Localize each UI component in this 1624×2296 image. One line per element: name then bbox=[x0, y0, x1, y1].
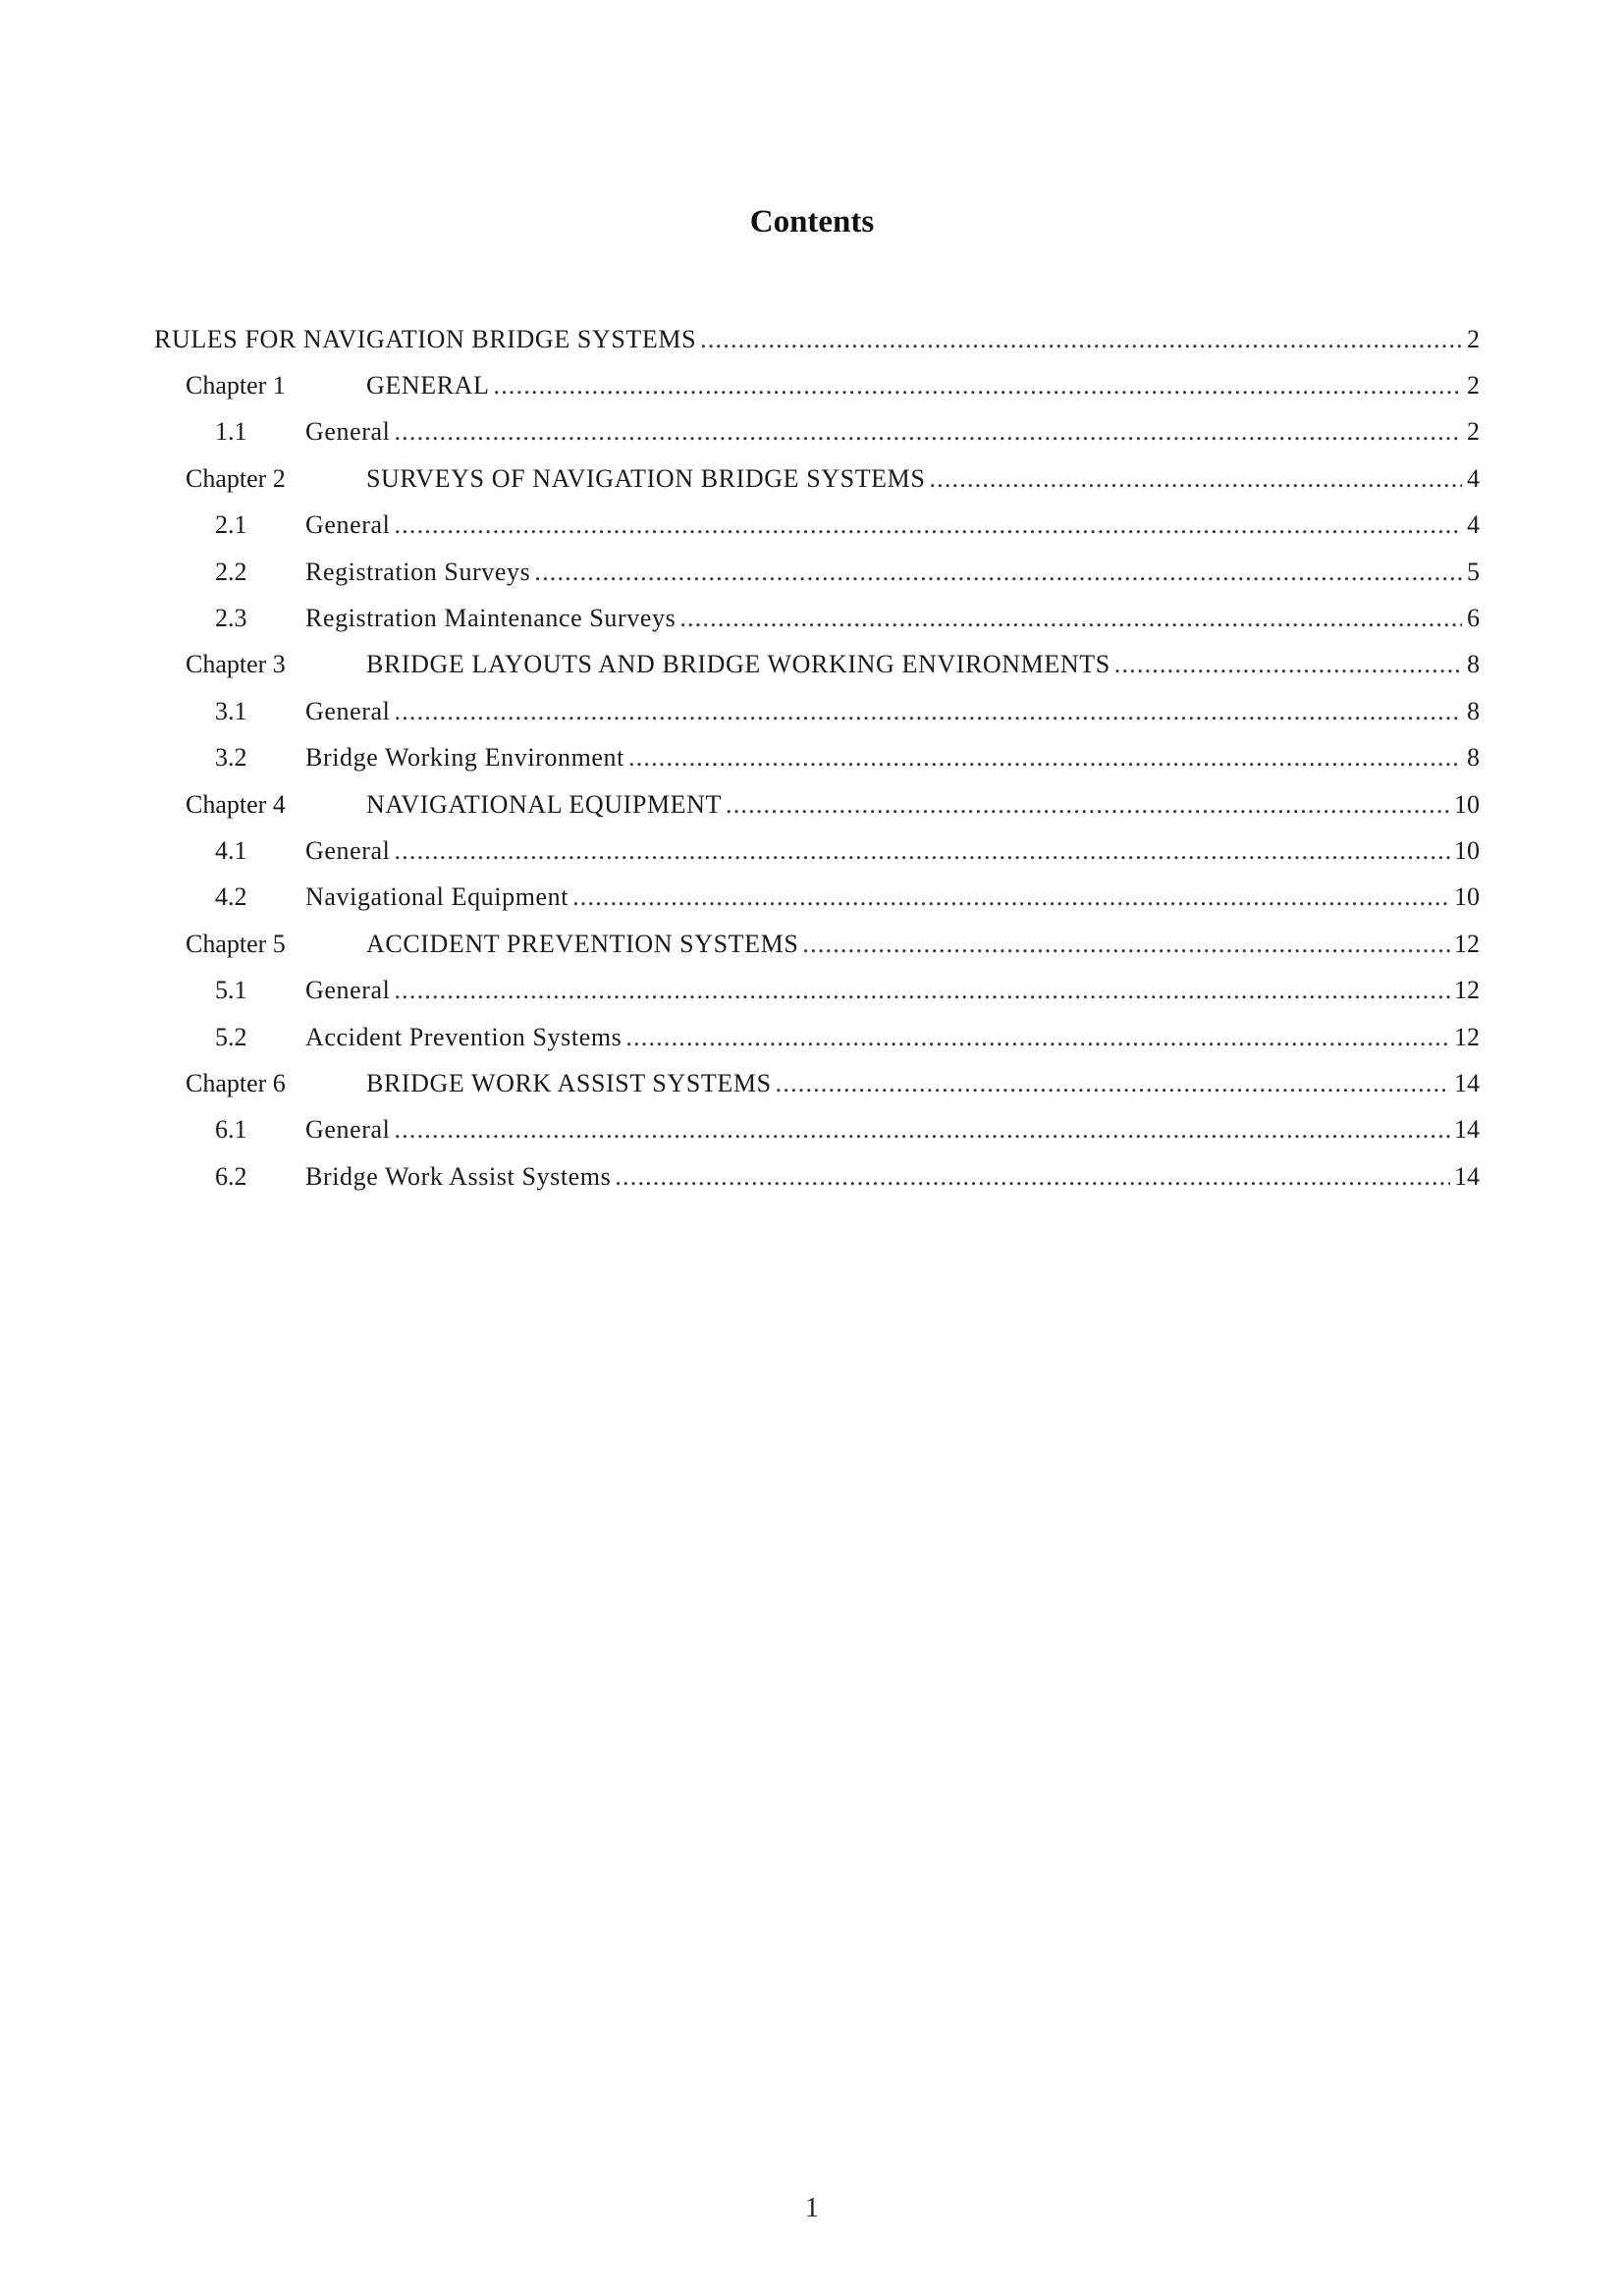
toc-section-entry[interactable] bbox=[154, 1107, 1480, 1153]
dot-leader bbox=[394, 1115, 1450, 1145]
toc-entry-title: Registration Surveys bbox=[305, 557, 531, 586]
dot-leader bbox=[679, 604, 1462, 633]
toc-entry-title: Bridge Work Assist Systems bbox=[305, 1161, 612, 1191]
dot-leader bbox=[394, 976, 1450, 1005]
toc-section-entry[interactable] bbox=[154, 595, 1480, 641]
toc-entry-title: Bridge Working Environment bbox=[305, 743, 624, 773]
toc-page-number: 4 bbox=[1467, 463, 1480, 493]
toc-entry-number: 3.2 bbox=[215, 743, 247, 773]
dot-leader bbox=[394, 510, 1462, 540]
toc-page-number: 6 bbox=[1467, 604, 1480, 633]
dot-leader bbox=[628, 743, 1462, 773]
toc-page-number: 4 bbox=[1467, 510, 1480, 540]
dot-leader bbox=[615, 1162, 1450, 1192]
toc-entry-number: Chapter 3 bbox=[186, 650, 286, 679]
toc-entry-title: General bbox=[305, 1115, 391, 1145]
toc-entry-title: RULES FOR NAVIGATION BRIDGE SYSTEMS bbox=[154, 324, 697, 353]
toc-page-number: 14 bbox=[1454, 1115, 1480, 1145]
toc-page-number: 8 bbox=[1467, 743, 1480, 773]
toc-chapter-entry[interactable] bbox=[154, 921, 1480, 967]
toc-entry-title: SURVEYS OF NAVIGATION BRIDGE SYSTEMS bbox=[366, 463, 926, 493]
toc-page-number: 10 bbox=[1454, 789, 1480, 819]
toc-page-number: 12 bbox=[1454, 929, 1480, 958]
toc-chapter-entry[interactable] bbox=[154, 455, 1480, 502]
dot-leader bbox=[1114, 650, 1462, 679]
toc-entry-title: ACCIDENT PREVENTION SYSTEMS bbox=[366, 929, 799, 958]
toc-page-number: 5 bbox=[1467, 557, 1480, 586]
toc-entry-title: Navigational Equipment bbox=[305, 882, 569, 912]
toc-chapter-entry[interactable] bbox=[154, 1060, 1480, 1106]
toc-page-number: 2 bbox=[1467, 417, 1480, 447]
page-title: Contents bbox=[749, 204, 875, 240]
toc-page-number: 14 bbox=[1454, 1161, 1480, 1191]
toc-section-entry[interactable] bbox=[154, 409, 1480, 455]
dot-leader bbox=[700, 325, 1462, 354]
toc-page-number: 14 bbox=[1454, 1068, 1480, 1097]
toc-entry-number: Chapter 1 bbox=[186, 371, 286, 400]
dot-leader bbox=[394, 836, 1450, 866]
toc-entry-number: 2.3 bbox=[215, 604, 247, 633]
page-number: 1 bbox=[805, 2193, 819, 2223]
toc-section-entry[interactable] bbox=[154, 503, 1480, 549]
toc-page-number: 12 bbox=[1454, 1022, 1480, 1051]
toc-entry-number: Chapter 5 bbox=[186, 929, 286, 958]
dot-leader bbox=[394, 417, 1462, 447]
toc-section-entry[interactable] bbox=[154, 688, 1480, 734]
toc-section-entry[interactable] bbox=[154, 828, 1480, 874]
toc-chapter-entry[interactable] bbox=[154, 781, 1480, 828]
dot-leader bbox=[534, 558, 1462, 587]
toc-entry-title: General bbox=[305, 417, 391, 447]
toc-entry-title: GENERAL bbox=[366, 371, 490, 400]
dot-leader bbox=[625, 1023, 1450, 1052]
dot-leader bbox=[726, 790, 1450, 820]
toc-section-entry[interactable] bbox=[154, 735, 1480, 781]
toc-chapter-entry[interactable] bbox=[154, 642, 1480, 688]
dot-leader bbox=[494, 371, 1462, 400]
toc-section-entry[interactable] bbox=[154, 1153, 1480, 1200]
toc-entry-number: Chapter 4 bbox=[186, 789, 286, 819]
toc-page-number: 2 bbox=[1467, 371, 1480, 400]
toc-entry-number: 2.1 bbox=[215, 510, 247, 540]
toc-section-entry[interactable] bbox=[154, 875, 1480, 921]
dot-leader bbox=[929, 464, 1462, 494]
dot-leader bbox=[572, 882, 1450, 912]
toc-section-entry[interactable] bbox=[154, 549, 1480, 595]
dot-leader bbox=[776, 1069, 1450, 1098]
toc-entry-title: General bbox=[305, 510, 391, 540]
dot-leader bbox=[802, 930, 1450, 959]
toc-page-number: 8 bbox=[1467, 696, 1480, 725]
toc-entry-number: 5.1 bbox=[215, 976, 247, 1005]
toc-entry-title: BRIDGE LAYOUTS AND BRIDGE WORKING ENVIRONMENTS bbox=[366, 650, 1110, 679]
dot-leader bbox=[394, 697, 1462, 726]
toc-entry-number: 4.1 bbox=[215, 835, 247, 865]
toc-section-entry[interactable] bbox=[154, 967, 1480, 1013]
toc-entry-number: Chapter 2 bbox=[186, 463, 286, 493]
toc-entry-title: Registration Maintenance Surveys bbox=[305, 604, 677, 633]
toc-entry-number: 3.1 bbox=[215, 696, 247, 725]
toc-chapter-entry[interactable] bbox=[154, 362, 1480, 408]
toc-entry-number: 6.2 bbox=[215, 1161, 247, 1191]
toc-page-number: 12 bbox=[1454, 976, 1480, 1005]
toc-page-number: 8 bbox=[1467, 650, 1480, 679]
toc-entry-number: 5.2 bbox=[215, 1022, 247, 1051]
toc-entry-number: 6.1 bbox=[215, 1115, 247, 1145]
toc-entry-number: Chapter 6 bbox=[186, 1068, 286, 1097]
toc-entry-title: General bbox=[305, 835, 391, 865]
toc-entry-number: 1.1 bbox=[215, 417, 247, 447]
toc-page-number: 10 bbox=[1454, 882, 1480, 912]
toc-entry-title: General bbox=[305, 696, 391, 725]
toc-part-entry[interactable] bbox=[154, 316, 1480, 362]
toc-entry-title: BRIDGE WORK ASSIST SYSTEMS bbox=[366, 1068, 772, 1097]
toc-section-entry[interactable] bbox=[154, 1014, 1480, 1060]
toc-page-number: 10 bbox=[1454, 835, 1480, 865]
toc-page-number: 2 bbox=[1467, 324, 1480, 353]
toc-entry-number: 2.2 bbox=[215, 557, 247, 586]
toc-entry-number: 4.2 bbox=[215, 882, 247, 912]
toc-entry-title: General bbox=[305, 976, 391, 1005]
toc-entry-title: NAVIGATIONAL EQUIPMENT bbox=[366, 789, 723, 819]
table-of-contents bbox=[154, 316, 1480, 1200]
toc-entry-title: Accident Prevention Systems bbox=[305, 1022, 623, 1051]
